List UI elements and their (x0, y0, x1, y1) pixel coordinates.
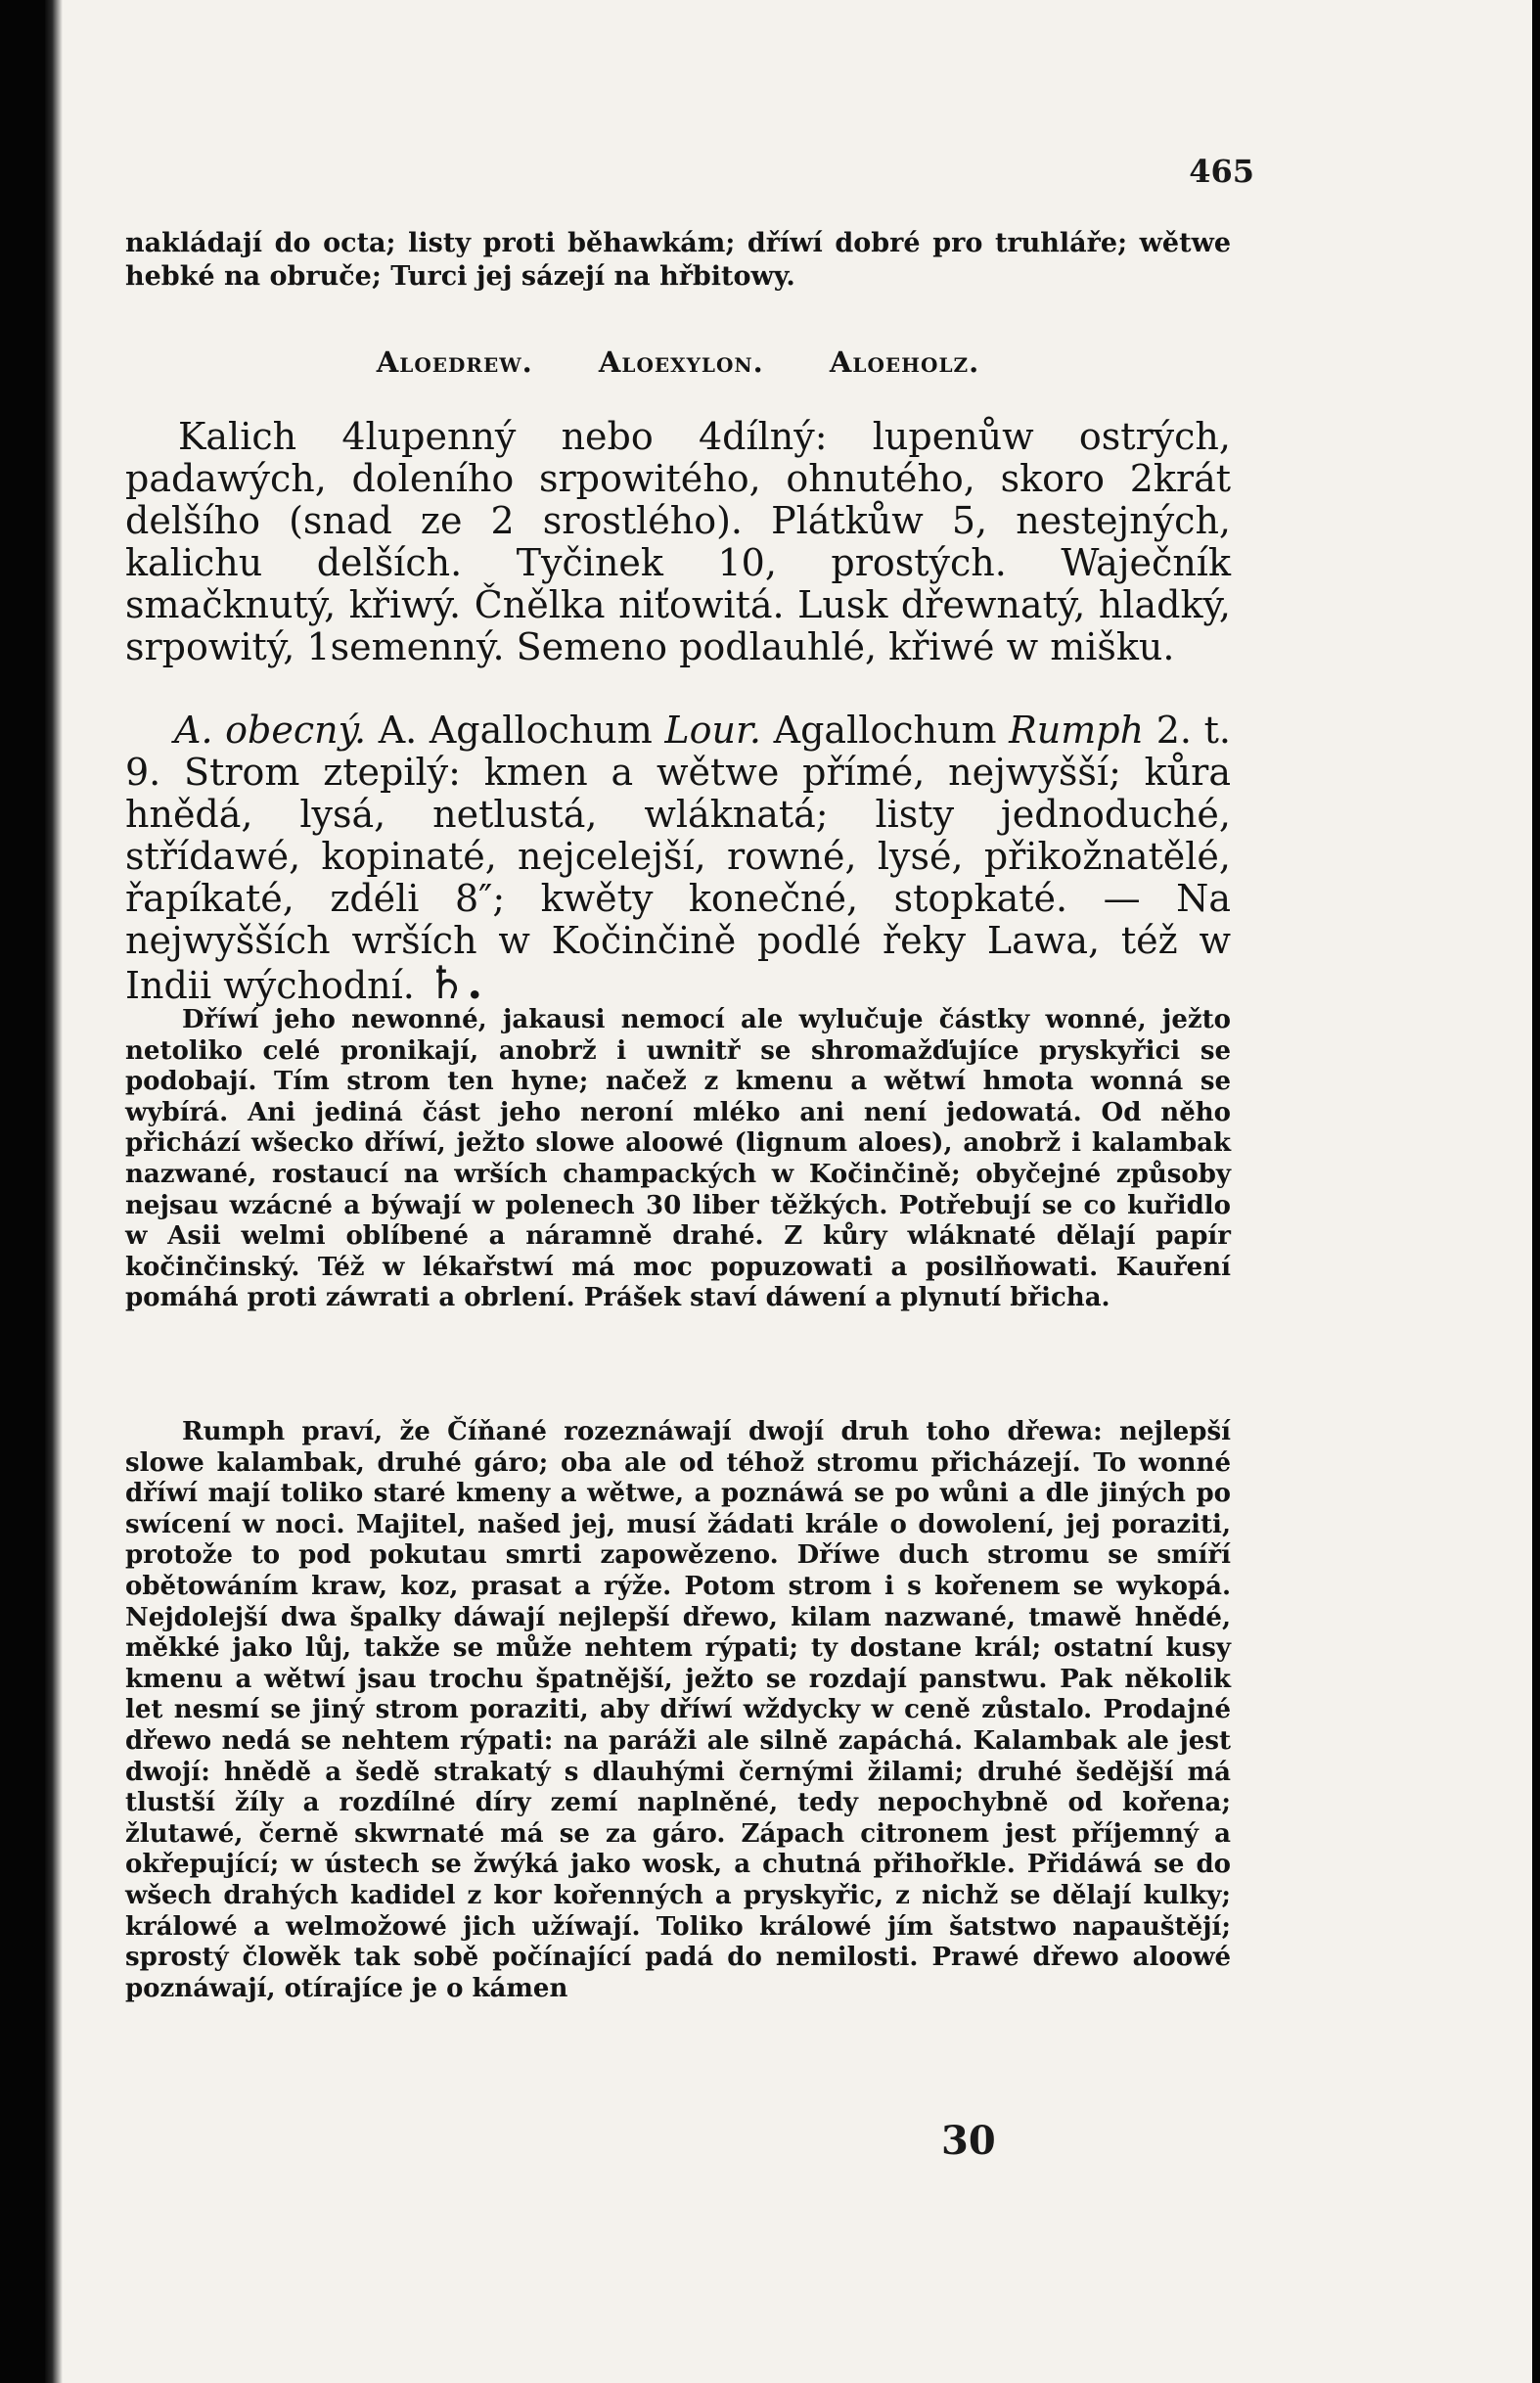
signature-mark: 30 (941, 2118, 996, 2164)
book-page (45, 0, 1532, 2383)
page-gutter-shadow (45, 0, 63, 2383)
species-synonym-1: A. Agallochum (378, 709, 653, 752)
perennial-symbol: ♄. (426, 956, 483, 1009)
genus-heading (125, 345, 1231, 379)
intro-paragraph: nakládají do octa; listy proti běhawkám; dříwí dobré pro truhláře; wětwe hebké na obruče; Turci jej sázejí na hřbitowy. (125, 228, 1231, 292)
genus-description: Kalich 4lupenný nebo 4dílný: lupenůw ostrých, padawých, doleního srpowitého, ohnutého, skoro 2krát delšího (snad ze 2 srostlého). Plátkůw 5, nestejných, kalichu delších. Tyčinek 10, prostých. Waječník smačknutý, křiwý. Čnělka niťowitá. Lusk dřewnatý, hladký, srpowitý, 1semenný. Semeno podlauhlé, křiwé w mišku. (125, 415, 1231, 668)
genus-name-czech: Aloedrew. (376, 345, 533, 379)
species-author-1: Lour. (664, 709, 762, 752)
species-description: 2. t. 9. Strom ztepilý: kmen a wětwe přímé, nejwyšší; kůra hnědá, lysá, netlustá, wláknatá; listy jednoduché, střídawé, kopinaté, nejcelejší, rowné, lysé, přikožnatělé, řapíkaté, zdéli 8″; kwěty konečné, stopkaté. — Na nejwyšších wrších w Kočinčině podlé řeky Lawa, též w Indii wýchodní. (125, 709, 1231, 1007)
genus-name-german: Aloeholz. (829, 345, 980, 379)
species-author-2: Rumph (1009, 709, 1145, 752)
page-number: 465 (1189, 153, 1254, 190)
species-note-1: Dříwí jeho newonné, jakausi nemocí ale wylučuje částky wonné, ježto netoliko celé pronikají, anobrž i uwnitř se shromažďujíce pryskyřici se podobají. Tím strom ten hyne; načež z kmenu a wětwí hmota wonná se wybírá. Ani jediná část jeho neroní mléko ani není jedowatá. Od něho přichází wšecko dříwí, ježto slowe aloowé (lignum aloes), anobrž i kalambak nazwané, rostaucí na wrších champackých w Kočinčině; obyčejné způsoby nejsau wzácné a býwají w polenech 30 liber těžkých. Potřebují se co kuřidlo w Asii welmi oblíbené a náramně drahé. Z kůry wláknaté dělají papír kočinčinský. Též w lékařstwí má moc popuzowati a posilňowati. Kauření pomáhá proti záwrati a obrlení. Prášek staví dáwení a plynutí břicha. (125, 1005, 1231, 1313)
species-note-2: Rumph praví, že Číňané rozeznáwají dwojí druh toho dřewa: nejlepší slowe kalambak, druhé gáro; oba ale od téhož stromu přicházejí. To wonné dříwí mají toliko staré kmeny a wětwe, a poznáwá se po wůni a dle jiných po swícení w noci. Majitel, našed jej, musí žádati krále o dowolení, jej poraziti, protože to pod pokutau smrti zapowězeno. Dříwe duch stromu se smíří obětowáním kraw, koz, prasat a rýže. Potom strom i s kořenem se wykopá. Nejdolejší dwa špalky dáwají nejlepší dřewo, kilam nazwané, tmawě hnědé, měkké jako lůj, takže se může nehtem rýpati; ty dostane král; ostatní kusy kmenu a wětwí jsau trochu špatnější, ježto se rozdají panstwu. Pak několik let nesmí se jiný strom poraziti, aby dříwí wždycky w ceně zůstalo. Prodajné dřewo nedá se nehtem rýpati: na paráži ale silně zapáchá. Kalambak ale jest dwojí: hnědě a šedě strakatý s dlauhými černými žilami; druhé šedější má tlustší žíly a rozdílné díry zemí naplněné, tedy nepochybně od kořena; žlutawé, černě skwrnaté má se za gáro. Zápach citronem jest příjemný a okřepující; w ústech se žwýká jako wosk, a chutná přihořkle. Přidáwá se do wšech drahých kadidel z kor kořenných a pryskyřic, z nichž se dělají kulky; králowé a welmožowé jich užíwají. Toliko králowé jím šatstwo napauštějí; sprostý člowěk tak sobě počínající padá do nemilosti. Prawé dřewo aloowé poznáwají, otírajíce je o kámen (125, 1417, 1231, 2003)
genus-name-latin: Aloexylon. (598, 345, 764, 379)
species-name: A. obecný. (174, 709, 367, 752)
species-entry (125, 710, 1231, 1007)
species-synonym-2: Agallochum (773, 709, 997, 752)
